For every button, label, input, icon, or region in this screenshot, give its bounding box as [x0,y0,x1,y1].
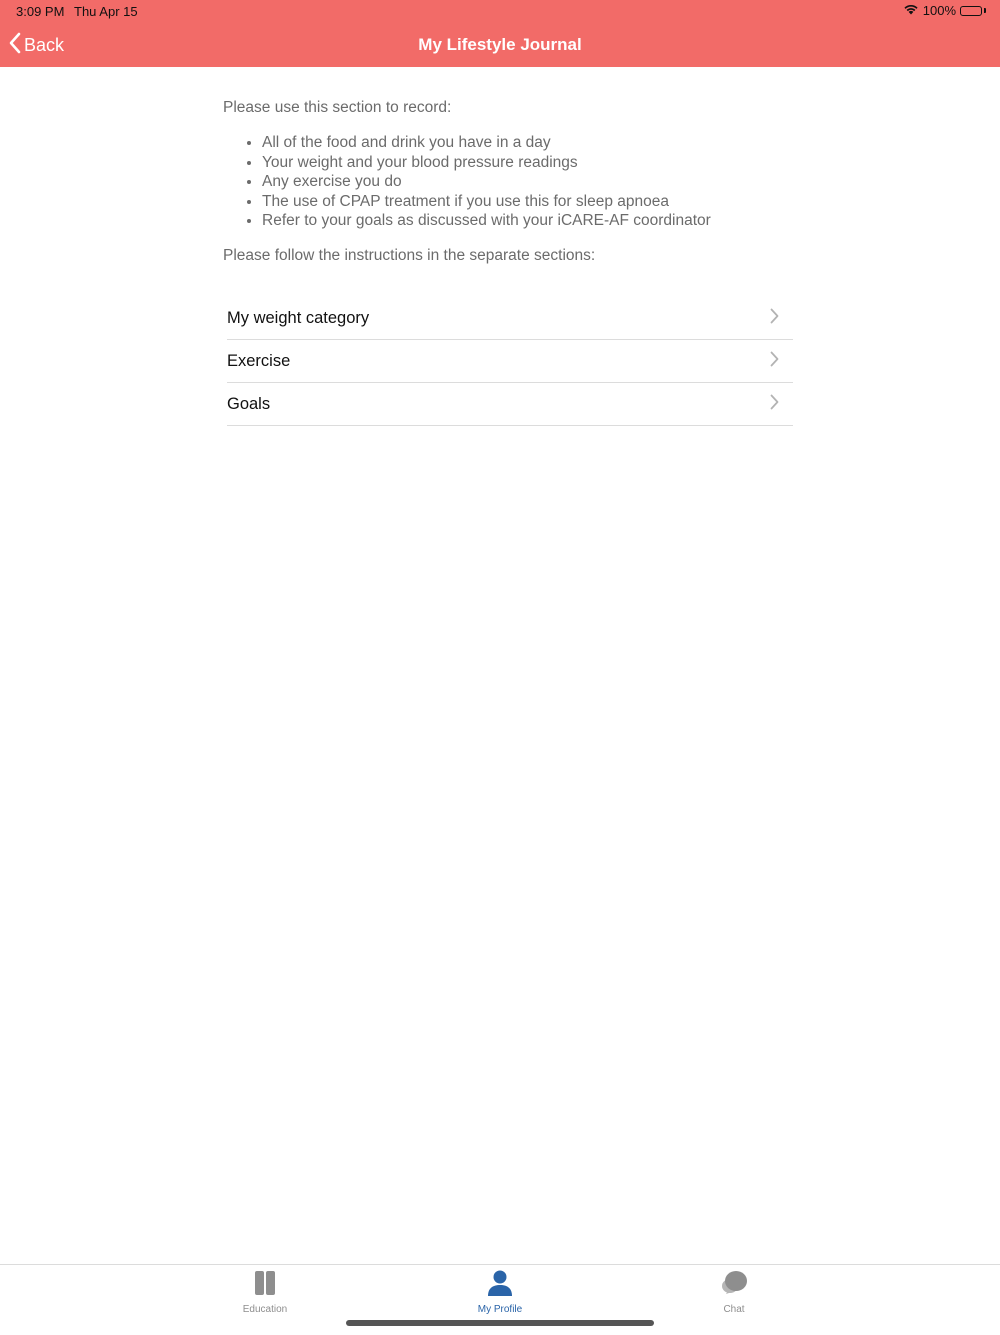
list-item: • All of the food and drink you have in a day [262,133,793,153]
status-date: Thu Apr 15 [74,4,138,19]
menu-item-exercise[interactable] [227,340,793,383]
section-menu [227,297,793,426]
chat-bubbles-icon [720,1269,748,1302]
chevron-right-icon [770,394,779,415]
list-item: • Your weight and your blood pressure readings [262,153,793,173]
tab-label: Chat [723,1304,745,1315]
page-title: My Lifestyle Journal [418,35,582,54]
navigation-header [0,0,1000,67]
menu-item-label: Exercise [227,351,291,370]
book-icon [253,1269,277,1302]
tab-my-profile[interactable] [440,1269,560,1315]
tab-chat[interactable] [674,1269,794,1315]
person-icon [486,1269,514,1302]
record-list [223,133,793,231]
menu-item-goals[interactable] [227,383,793,426]
status-indicators [903,3,986,18]
menu-item-weight-category[interactable] [227,297,793,340]
menu-item-label: Goals [227,394,271,413]
wifi-icon [903,3,919,18]
tab-label: My Profile [477,1304,523,1315]
intro-text: Please use this section to record: [223,99,452,116]
back-button-label: Back [24,35,65,55]
journal-instructions [223,97,793,267]
list-item: • Refer to your goals as discussed with your iCARE-AF coordinator [262,211,793,231]
list-item: • The use of CPAP treatment if you use this for sleep apnoea [262,192,793,212]
battery-percentage: 100% [922,3,956,18]
tab-education[interactable] [205,1269,325,1315]
chevron-right-icon [770,351,779,372]
status-time: 3:09 PM [16,4,65,19]
menu-item-label: My weight category [227,308,370,327]
followup-text: Please follow the instructions in the separate sections: [223,246,596,264]
list-item: • Any exercise you do [262,172,793,192]
tab-label: Education [242,1304,288,1315]
home-indicator[interactable] [346,1320,654,1326]
battery-icon [960,6,982,16]
chevron-right-icon [770,308,779,329]
